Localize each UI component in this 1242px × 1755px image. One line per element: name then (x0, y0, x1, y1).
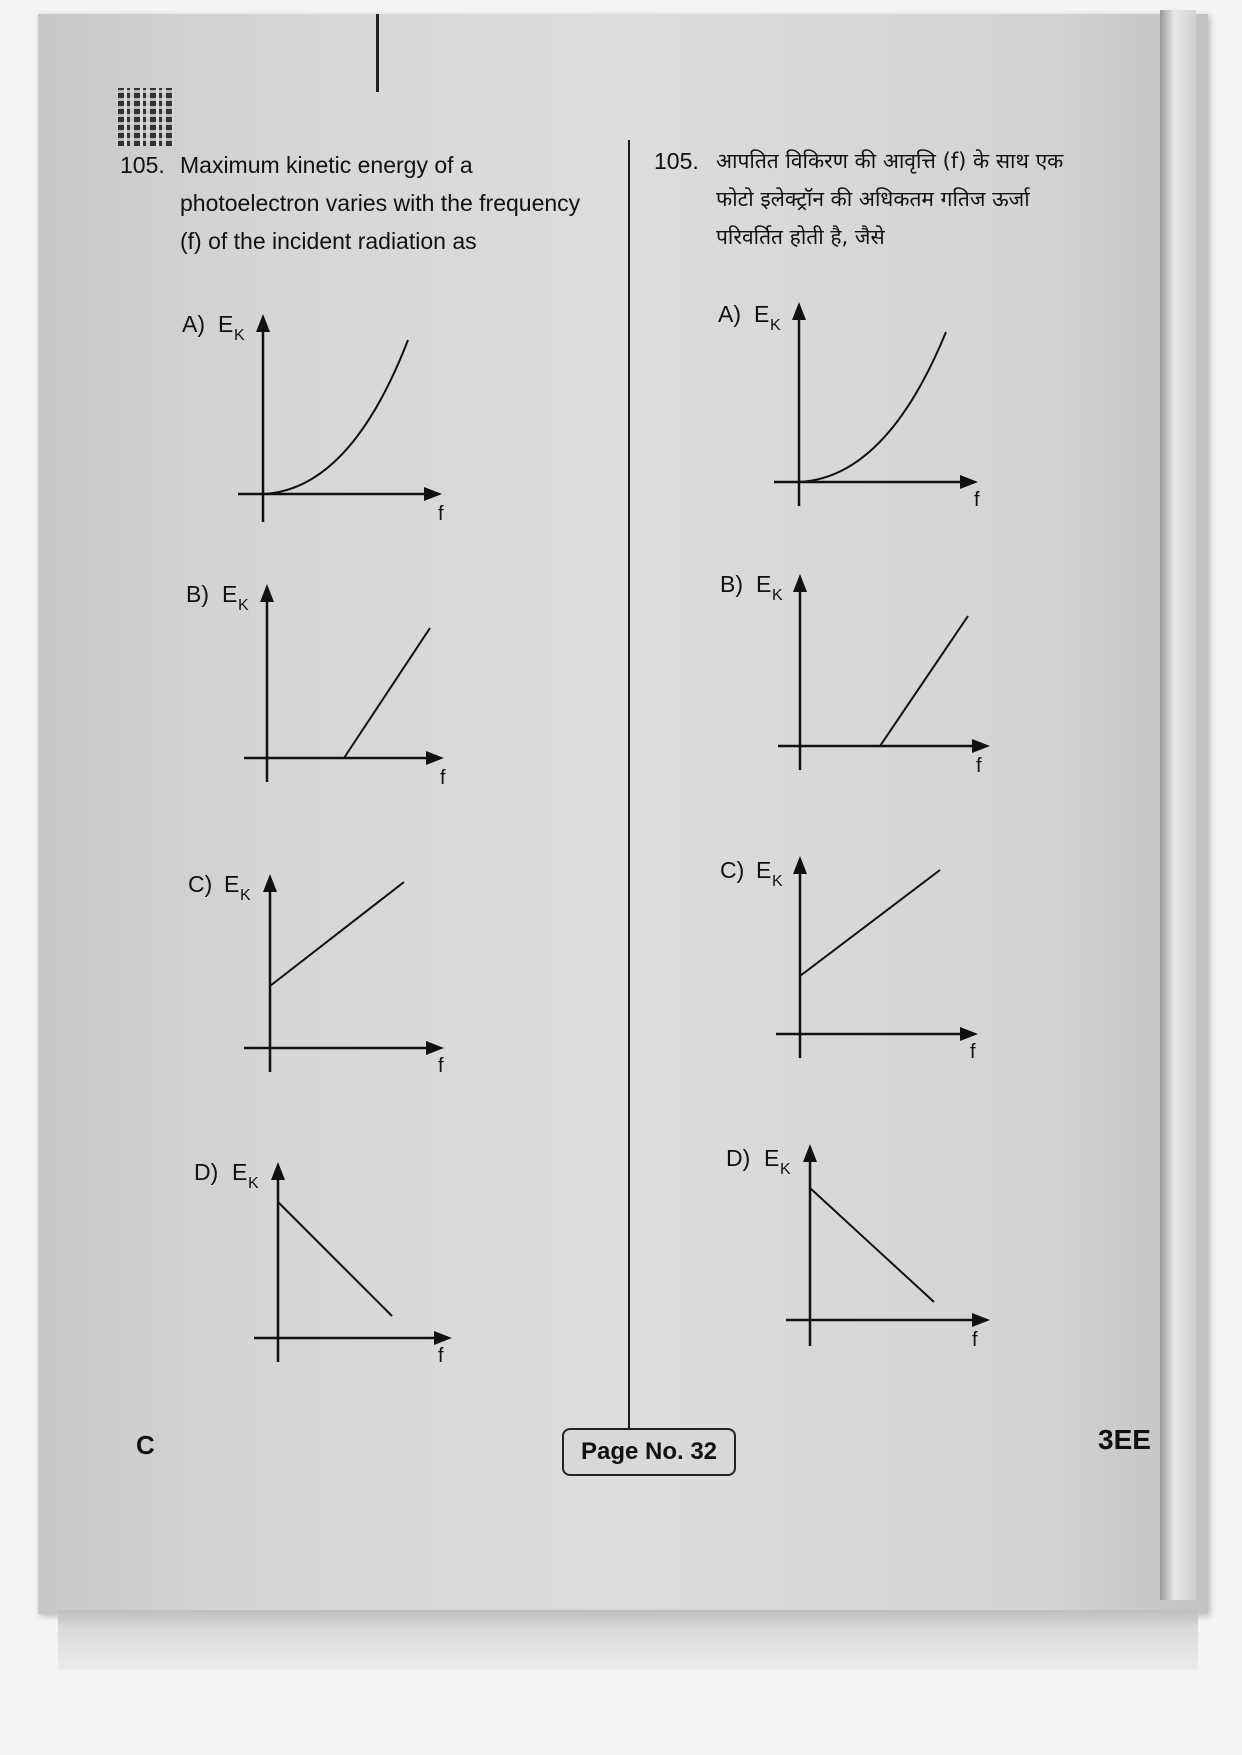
x-axis-label: f (438, 1055, 444, 1077)
y-axis-subscript: K (772, 587, 783, 604)
x-axis-arrow-icon (426, 751, 444, 765)
y-axis-arrow-icon (260, 584, 274, 602)
page-number-box: Page No. 32 (562, 1428, 736, 1476)
y-axis-subscript: K (238, 597, 249, 614)
option-label: C) (188, 871, 213, 897)
question-line: आपतित विकिरण की आवृत्ति (f) के साथ एक (716, 149, 1064, 173)
y-axis-subscript: K (240, 887, 251, 904)
y-axis-label: E (232, 1159, 248, 1185)
y-axis-subscript: K (234, 327, 245, 344)
y-axis-label: E (756, 857, 772, 883)
y-axis-label: E (764, 1145, 780, 1171)
ek-curve (799, 332, 946, 482)
question-line: परिवर्तित होती है, जैसे (716, 225, 885, 249)
y-axis-arrow-icon (793, 574, 807, 592)
question-text-hindi (716, 142, 1063, 256)
question-line: (f) of the incident radiation as (180, 228, 477, 254)
y-axis-arrow-icon (792, 302, 806, 320)
x-axis-arrow-icon (426, 1041, 444, 1055)
question-number-english: 105. (120, 152, 165, 178)
option-a-graph (180, 300, 460, 530)
option-label: B) (720, 571, 743, 597)
x-axis-arrow-icon (434, 1331, 452, 1345)
ek-curve (263, 340, 408, 494)
y-axis-label: E (756, 571, 772, 597)
y-axis-label: E (754, 301, 770, 327)
ek-line (880, 616, 968, 746)
x-axis-arrow-icon (972, 739, 990, 753)
y-axis-label: E (224, 871, 240, 897)
x-axis-label: f (970, 1041, 976, 1063)
y-axis-arrow-icon (263, 874, 277, 892)
x-axis-arrow-icon (972, 1313, 990, 1327)
option-a-graph-hindi (716, 290, 996, 520)
y-axis-subscript: K (770, 317, 781, 334)
ek-line (800, 870, 940, 976)
ek-line (810, 1188, 934, 1302)
option-c-graph (186, 862, 466, 1092)
page-binding-edge (1160, 10, 1196, 1600)
x-axis-arrow-icon (960, 1027, 978, 1041)
y-axis-arrow-icon (271, 1162, 285, 1180)
column-divider (628, 140, 630, 1430)
option-c-graph-hindi (718, 848, 998, 1078)
option-d-graph-hindi (724, 1136, 1004, 1366)
question-line: फोटो इलेक्ट्रॉन की अधिकतम गतिज ऊर्जा (716, 187, 1030, 211)
option-label: C) (720, 857, 745, 883)
option-label: A) (718, 301, 741, 327)
pen-mark (376, 14, 379, 92)
x-axis-label: f (972, 1329, 978, 1351)
y-axis-subscript: K (780, 1161, 791, 1178)
option-b-graph (184, 570, 464, 800)
x-axis-label: f (438, 1345, 444, 1367)
y-axis-arrow-icon (793, 856, 807, 874)
qr-code-icon (118, 88, 174, 146)
option-label: B) (186, 581, 209, 607)
y-axis-label: E (222, 581, 238, 607)
question-line: photoelectron varies with the frequency (180, 190, 581, 216)
x-axis-arrow-icon (424, 487, 442, 501)
y-axis-subscript: K (772, 873, 783, 890)
question-number-hindi: 105. (654, 148, 699, 174)
option-label: D) (726, 1145, 751, 1171)
x-axis-label: f (440, 767, 446, 789)
ek-line (270, 882, 404, 986)
option-d-graph (192, 1150, 472, 1380)
y-axis-arrow-icon (803, 1144, 817, 1162)
ek-line (278, 1202, 392, 1316)
page-bottom-strip (58, 1610, 1198, 1670)
y-axis-subscript: K (248, 1175, 259, 1192)
y-axis-label: E (218, 311, 234, 337)
question-line: Maximum kinetic energy of a (180, 152, 473, 178)
x-axis-label: f (438, 503, 444, 525)
x-axis-label: f (976, 755, 982, 777)
x-axis-arrow-icon (960, 475, 978, 489)
booklet-code: 3EE (1098, 1424, 1151, 1455)
option-label: A) (182, 311, 205, 337)
x-axis-label: f (974, 489, 980, 511)
option-b-graph-hindi (718, 560, 998, 790)
option-label: D) (194, 1159, 219, 1185)
ek-line (344, 628, 430, 758)
series-letter: C (136, 1430, 155, 1460)
question-text-english (180, 146, 580, 260)
y-axis-arrow-icon (256, 314, 270, 332)
